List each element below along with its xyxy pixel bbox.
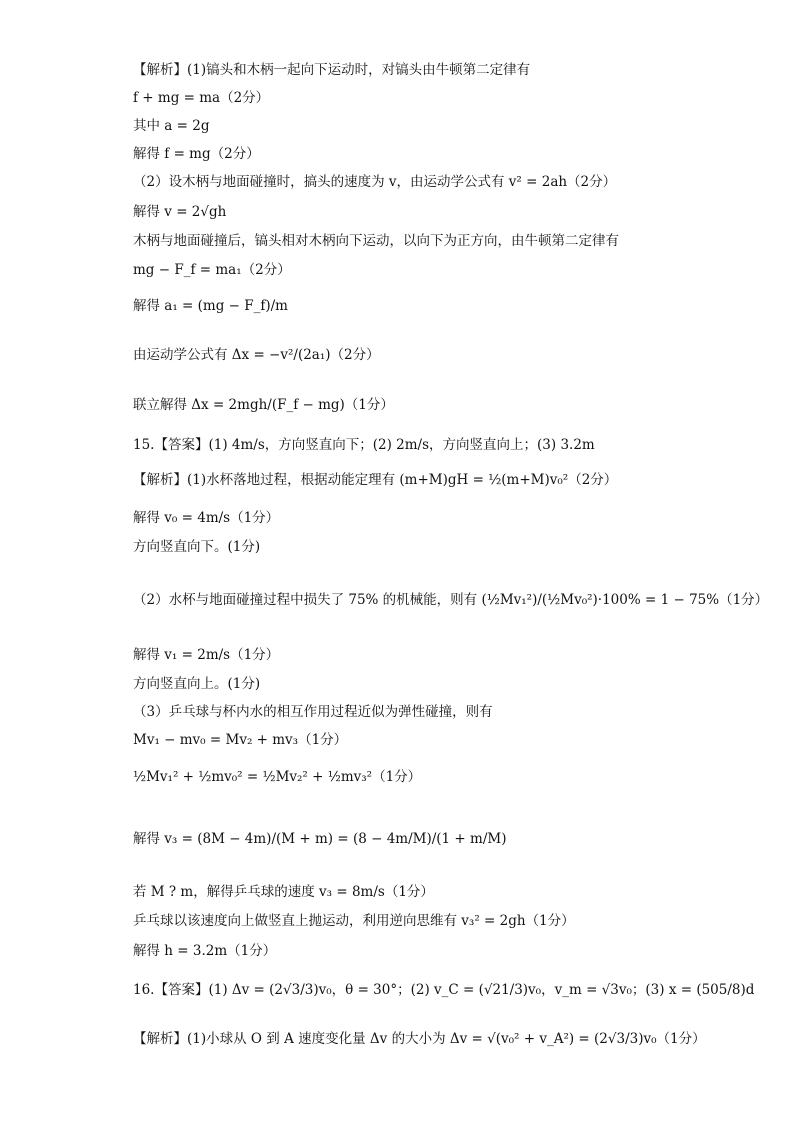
line-9: 解得 a₁ = (mg − F_f)/m	[133, 298, 288, 314]
line-19: （3）乒乓球与杯内水的相互作用过程近似为弹性碰撞，则有	[133, 704, 493, 720]
line-18: 方向竖直向上。(1分)	[133, 676, 261, 692]
line-20: Mv₁ − mv₀ = Mv₂ + mv₃（1分）	[133, 732, 348, 748]
line-3: 其中 a = 2g	[133, 118, 210, 134]
line-23: 若 M ? m，解得乒乓球的速度 v₃ = 8m/s（1分）	[133, 884, 434, 900]
line-16: （2）水杯与地面碰撞过程中损失了 75% 的机械能，则有 (½Mv₁²)/(½Mv₀²)·100% = 1 − 75%（1分）	[133, 592, 769, 608]
line-27: 【解析】(1)小球从 O 到 A 速度变化量 Δv 的大小为 Δv = √(v₀² + v_A²) = (2√3/3)v₀（1分）	[133, 1031, 706, 1047]
line-26: 16.【答案】(1) Δv = (2√3/3)v₀，θ = 30°；(2) v_C = (√21/3)v₀，v_m = √3v₀；(3) x = (505/8)d	[133, 982, 755, 998]
line-10: 由运动学公式有 Δx = −v²/(2a₁)（2分）	[133, 347, 380, 363]
line-8: mg − F_f = ma₁（2分）	[133, 262, 291, 278]
line-6: 解得 v = 2√gh	[133, 204, 227, 220]
line-13: 【解析】(1)水杯落地过程，根据动能定理有 (m+M)gH = ½(m+M)v₀²（2分）	[133, 472, 618, 488]
line-25: 解得 h = 3.2m（1分）	[133, 943, 277, 959]
line-2: f + mg = ma（2分）	[133, 90, 270, 106]
line-21: ½Mv₁² + ½mv₀² = ½Mv₂² + ½mv₃²（1分）	[133, 769, 422, 785]
line-15: 方向竖直向下。(1分)	[133, 539, 261, 555]
line-1: 【解析】(1)镐头和木柄一起向下运动时，对镐头由牛顿第二定律有	[133, 62, 531, 78]
line-12: 15.【答案】(1) 4m/s，方向竖直向下；(2) 2m/s，方向竖直向上；(3) 3.2m	[133, 437, 595, 453]
line-22: 解得 v₃ = (8M − 4m)/(M + m) = (8 − 4m/M)/(1 + m/M)	[133, 831, 507, 847]
line-11: 联立解得 Δx = 2mgh/(F_f − mg)（1分）	[133, 397, 394, 413]
line-7: 木柄与地面碰撞后，镐头相对木柄向下运动，以向下为正方向，由牛顿第二定律有	[133, 233, 619, 249]
line-14: 解得 v₀ = 4m/s（1分）	[133, 510, 280, 526]
line-4: 解得 f = mg（2分）	[133, 146, 260, 162]
line-24: 乒乓球以该速度向上做竖直上抛运动，利用逆向思维有 v₃² = 2gh（1分）	[133, 913, 575, 929]
line-5: （2）设木柄与地面碰撞时，搞头的速度为 v，由运动学公式有 v² = 2ah（2分）	[133, 174, 617, 190]
line-17: 解得 v₁ = 2m/s（1分）	[133, 647, 280, 663]
